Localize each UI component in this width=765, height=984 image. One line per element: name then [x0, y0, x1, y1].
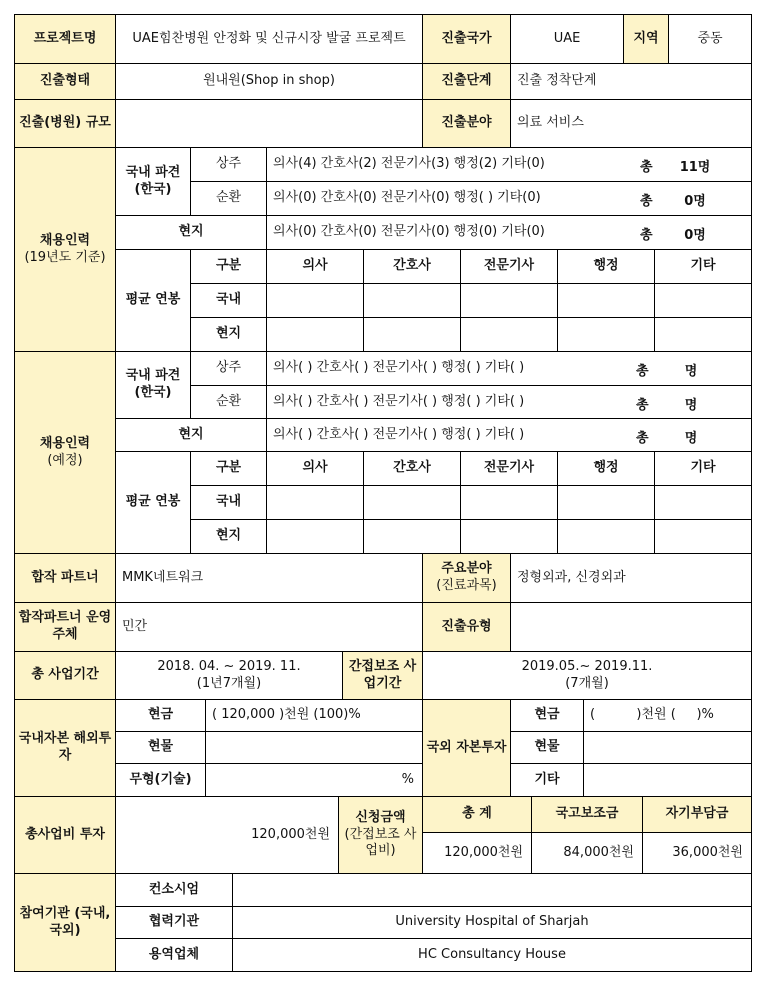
consortium-value	[232, 873, 752, 907]
salary-2019-cell	[460, 317, 558, 352]
staff-2019-label	[14, 147, 116, 352]
request-sublabel: (간접보조 사업비)	[344, 826, 417, 859]
staff-plan-local: 의사( ) 간호사( ) 전문기사( ) 행정( ) 기타( )	[273, 426, 525, 442]
entry-scale-value	[115, 99, 423, 148]
partner-label: 합작 파트너	[14, 553, 116, 603]
main-field-value: 정형외과, 신경외과	[510, 553, 752, 603]
salary-plan-cell	[557, 485, 655, 520]
staff-2019-dispatch-label: 국내 파견 (한국)	[115, 147, 191, 216]
service-label: 용역업체	[115, 938, 233, 972]
foreign-goods-value	[583, 731, 752, 764]
salary-plan-header-technician: 전문기사	[460, 451, 558, 486]
entry-field-value: 의료 서비스	[510, 99, 752, 148]
staff-plan-dispatch-label: 국내 파견 (한국)	[115, 351, 191, 419]
salary-plan-header-doctor: 의사	[266, 451, 364, 486]
entry-stage-label: 진출단계	[422, 63, 511, 100]
sum-header: 총 계	[422, 796, 532, 833]
foreign-goods-label: 현물	[510, 731, 584, 764]
staff-2019-rotation-total: 총 0명	[640, 194, 706, 209]
salary-2019-cell	[654, 283, 752, 318]
salary-2019-cell	[460, 283, 558, 318]
salary-2019-cell	[266, 317, 364, 352]
period-value	[115, 651, 343, 700]
partner-operator-label: 합작파트너 운영주체	[14, 602, 116, 652]
intangible-label: 무형(기술)	[115, 763, 206, 797]
coop-label: 협력기관	[115, 906, 233, 939]
staff-2019-rotation-label: 순환	[190, 181, 267, 216]
entry-form-value: 원내원(Shop in shop)	[115, 63, 423, 100]
salary-2019-row-domestic: 국내	[190, 283, 267, 318]
staff-plan-local-total: 총 명	[636, 431, 698, 446]
staff-plan-salary-label: 평균 연봉	[115, 451, 191, 554]
period-label: 총 사업기간	[14, 651, 116, 700]
period-duration: (1년7개월)	[196, 675, 262, 691]
indirect-period-range: 2019.05.~ 2019.11.	[521, 658, 653, 674]
salary-plan-cell	[654, 485, 752, 520]
indirect-period-label: 간접보조 사업기간	[342, 651, 423, 700]
salary-2019-cell	[363, 317, 461, 352]
foreign-investment-label: 국외 자본투자	[422, 699, 511, 797]
salary-plan-header-nurse: 간호사	[363, 451, 461, 486]
salary-plan-row-local: 현지	[190, 519, 267, 554]
salary-2019-header-doctor: 의사	[266, 249, 364, 284]
staff-2019-title: 채용인력	[39, 232, 91, 248]
staff-plan-label	[14, 351, 116, 554]
staff-plan-sublabel: (예정)	[47, 452, 83, 468]
entry-type-value	[510, 602, 752, 652]
salary-plan-header-type: 구분	[190, 451, 267, 486]
country-value: UAE	[510, 14, 624, 64]
staff-2019-salary-label: 평균 연봉	[115, 249, 191, 352]
salary-plan-cell	[460, 519, 558, 554]
partner-operator-value: 민간	[115, 602, 423, 652]
budget-label: 총사업비 투자	[14, 796, 116, 874]
staff-plan-rotation-total: 총 명	[636, 398, 698, 413]
staff-2019-local-total: 총 0명	[640, 228, 706, 243]
foreign-other-label: 기타	[510, 763, 584, 797]
staff-2019-sublabel: (19년도 기준)	[24, 249, 106, 265]
project-name-label: 프로젝트명	[14, 14, 116, 64]
participants-label: 참여기관 (국내, 국외)	[14, 873, 116, 972]
staff-2019-resident-label: 상주	[190, 147, 267, 182]
staff-plan-resident-label: 상주	[190, 351, 267, 386]
salary-plan-cell	[363, 485, 461, 520]
country-label: 진출국가	[422, 14, 511, 64]
request-title: 신청금액	[355, 809, 406, 825]
salary-plan-cell	[266, 519, 364, 554]
entry-form-label: 진출형태	[14, 63, 116, 100]
region-value: 중동	[668, 14, 752, 64]
cash-label: 현금	[115, 699, 206, 732]
salary-plan-cell	[363, 519, 461, 554]
staff-2019-resident: 의사(4) 간호사(2) 전문기사(3) 행정(2) 기타(0)	[273, 156, 545, 172]
partner-value: MMK네트워크	[115, 553, 423, 603]
region-label: 지역	[623, 14, 669, 64]
request-label	[338, 796, 423, 874]
entry-type-label: 진출유형	[422, 602, 511, 652]
staff-plan-title: 채용인력	[39, 435, 91, 451]
main-field-title: 주요분야	[441, 561, 492, 577]
salary-plan-header-admin: 행정	[557, 451, 655, 486]
staff-2019-resident-total: 총 11명	[640, 160, 711, 175]
domestic-investment-label: 국내자본 해외투자	[14, 699, 116, 797]
salary-plan-cell	[266, 485, 364, 520]
salary-plan-cell	[557, 519, 655, 554]
goods-value	[205, 731, 423, 764]
service-value: HC Consultancy House	[232, 938, 752, 972]
salary-2019-cell	[363, 283, 461, 318]
main-field-sublabel: (진료과목)	[436, 578, 497, 593]
salary-2019-header-other: 기타	[654, 249, 752, 284]
sum-value: 120,000천원	[422, 832, 532, 874]
staff-2019-local: 의사(0) 간호사(0) 전문기사(0) 행정(0) 기타(0)	[273, 224, 545, 240]
subsidy-header: 국고보조금	[531, 796, 643, 833]
salary-2019-header-type: 구분	[190, 249, 267, 284]
goods-label: 현물	[115, 731, 206, 764]
salary-plan-row-domestic: 국내	[190, 485, 267, 520]
consortium-label: 컨소시엄	[115, 873, 233, 907]
staff-2019-local-label: 현지	[115, 215, 267, 250]
budget-total-value: 120,000천원	[115, 796, 339, 874]
indirect-period-value	[422, 651, 752, 700]
foreign-cash-value	[583, 699, 752, 732]
salary-2019-cell	[654, 317, 752, 352]
entry-scale-label: 진출(병원) 규모	[14, 99, 116, 148]
salary-2019-header-nurse: 간호사	[363, 249, 461, 284]
salary-2019-header-admin: 행정	[557, 249, 655, 284]
foreign-cash-label: 현금	[510, 699, 584, 732]
foreign-cash-text: ( )천원 ( )%	[590, 707, 714, 723]
period-range: 2018. 04. ~ 2019. 11.	[157, 658, 301, 674]
salary-2019-cell	[557, 317, 655, 352]
indirect-period-duration: (7개월)	[565, 675, 609, 691]
project-name-value: UAE힘찬병원 안정화 및 신규시장 발굴 프로젝트	[115, 14, 423, 64]
staff-plan-local-label: 현지	[115, 418, 267, 452]
salary-plan-cell	[654, 519, 752, 554]
staff-plan-resident: 의사( ) 간호사( ) 전문기사( ) 행정( ) 기타( )	[273, 360, 525, 376]
salary-2019-cell	[557, 283, 655, 318]
subsidy-value: 84,000천원	[531, 832, 643, 874]
salary-2019-header-technician: 전문기사	[460, 249, 558, 284]
intangible-value: %	[205, 763, 423, 797]
salary-plan-header-other: 기타	[654, 451, 752, 486]
salary-2019-row-local: 현지	[190, 317, 267, 352]
staff-plan-rotation-label: 순환	[190, 385, 267, 419]
main-field-label	[422, 553, 511, 603]
staff-2019-rotation: 의사(0) 간호사(0) 전문기사(0) 행정( ) 기타(0)	[273, 190, 541, 206]
staff-plan-rotation: 의사( ) 간호사( ) 전문기사( ) 행정( ) 기타( )	[273, 393, 525, 409]
self-burden-header: 자기부담금	[642, 796, 752, 833]
entry-field-label: 진출분야	[422, 99, 511, 148]
entry-stage-value: 진출 정착단계	[510, 63, 752, 100]
staff-plan-resident-total: 총 명	[636, 364, 698, 379]
self-burden-value: 36,000천원	[642, 832, 752, 874]
salary-plan-cell	[460, 485, 558, 520]
cash-value: ( 120,000 )천원 (100)%	[205, 699, 423, 732]
salary-2019-cell	[266, 283, 364, 318]
foreign-other-value	[583, 763, 752, 797]
coop-value: University Hospital of Sharjah	[232, 906, 752, 939]
